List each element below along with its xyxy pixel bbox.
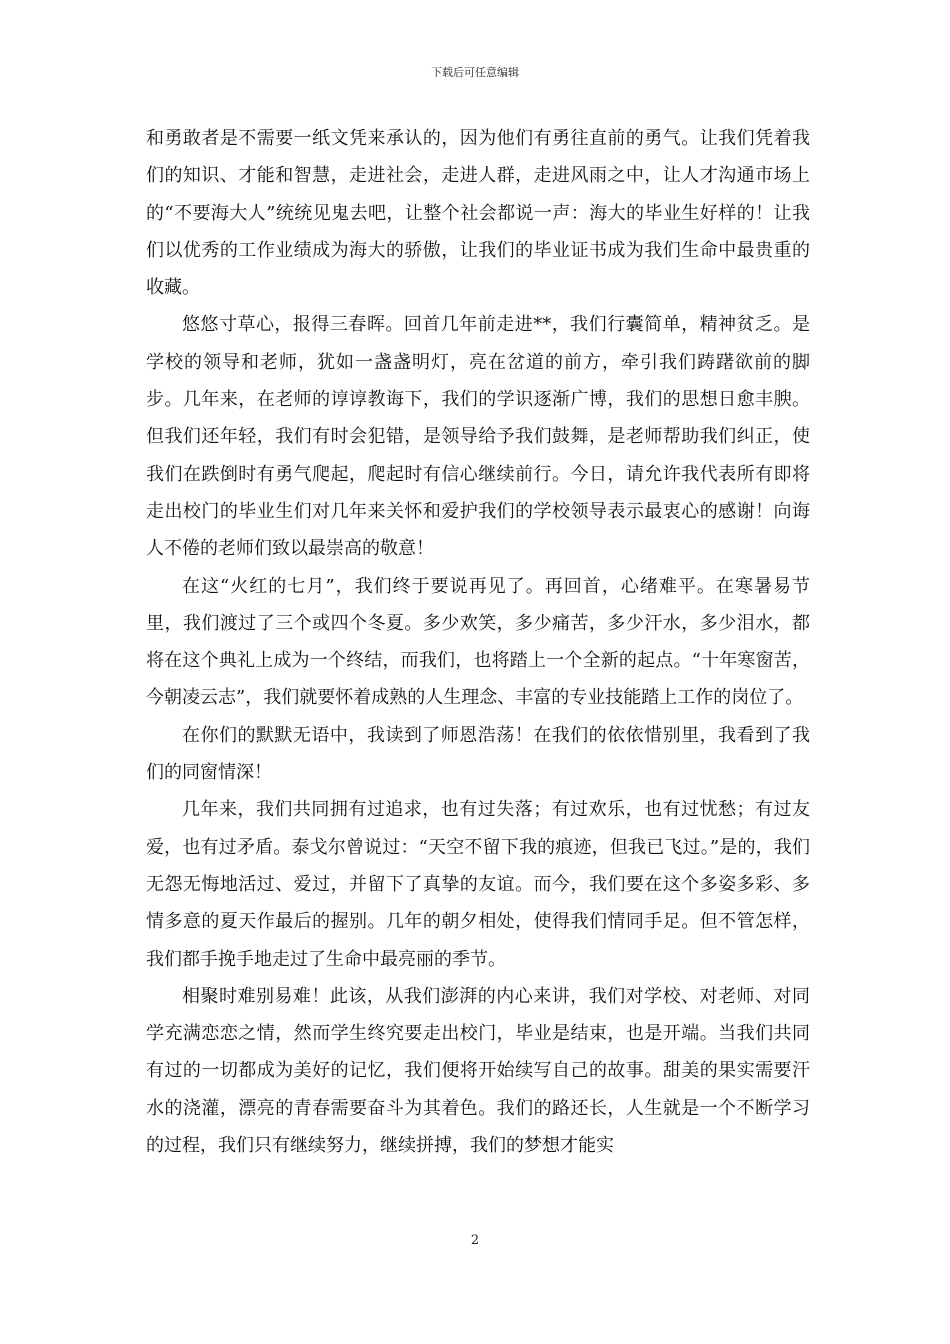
paragraph-2: 悠悠寸草心，报得三春晖。回首几年前走进**，我们行囊简单，精神贫乏。是学校的领导和老师，犹如一盏盏明灯，亮在岔道的前方，牵引我们踌躇欲前的脚步。几年来，在老师的谆谆教诲下，我们的学识逐渐广博，我们的思想日愈丰腴。但我们还年轻，我们有时会犯错，是领导给予我们鼓舞，是老师帮助我们纠正，使我们在跌倒时有勇气爬起，爬起时有信心继续前行。今日，请允许我代表所有即将走出校门的毕业生们对几年来关怀和爱护我们的学校领导表示最衷心的感谢！向诲人不倦的老师们致以最崇高的敬意！ xyxy=(146,314,810,560)
document-body xyxy=(146,120,810,1164)
paragraph-1: 和勇敢者是不需要一纸文凭来承认的，因为他们有勇往直前的勇气。让我们凭着我们的知识、才能和智慧，走进社会，走进人群，走进风雨之中，让人才沟通市场上的“不要海大人”统统见鬼去吧，让整个社会都说一声：海大的毕业生好样的！让我们以优秀的工作业绩成为海大的骄傲，让我们的毕业证书成为我们生命中最贵重的收藏。 xyxy=(146,128,810,299)
paragraph-4: 在你们的默默无语中，我读到了师恩浩荡！在我们的依依惜别里，我看到了我们的同窗情深！ xyxy=(146,724,810,784)
page-number: 2 xyxy=(470,1233,480,1248)
paragraph-5: 几年来，我们共同拥有过追求，也有过失落；有过欢乐，也有过忧愁；有过友爱，也有过矛盾。泰戈尔曾说过：“天空不留下我的痕迹，但我已飞过。”是的，我们无怨无悔地活过、爱过，并留下了真挚的友谊。而今，我们要在这个多姿多彩、多情多意的夏天作最后的握别。几年的朝夕相处，使得我们情同手足。但不管怎样，我们都手挽手地走过了生命中最亮丽的季节。 xyxy=(146,799,810,970)
paragraph-3: 在这“火红的七月”，我们终于要说再见了。再回首，心绪难平。在寒暑易节里，我们渡过了三个或四个冬夏。多少欢笑，多少痛苦，多少汗水，多少泪水，都将在这个典礼上成为一个终结，而我们，也将踏上一个全新的起点。“十年寒窗苦，今朝凌云志”，我们就要怀着成熟的人生理念、丰富的专业技能踏上工作的岗位了。 xyxy=(146,575,810,709)
paragraph-6: 相聚时难别易难！此该，从我们澎湃的内心来讲，我们对学校、对老师、对同学充满恋恋之情，然而学生终究要走出校门，毕业是结束，也是开端。当我们共同有过的一切都成为美好的记忆，我们便将开始续写自己的故事。甜美的果实需要汗水的浇灌，漂亮的青春需要奋斗为其着色。我们的路还长，人生就是一个不断学习的过程，我们只有继续努力，继续拼搏，我们的梦想才能实 xyxy=(146,985,810,1157)
page-header: 下载后可任意编辑 xyxy=(431,66,519,79)
